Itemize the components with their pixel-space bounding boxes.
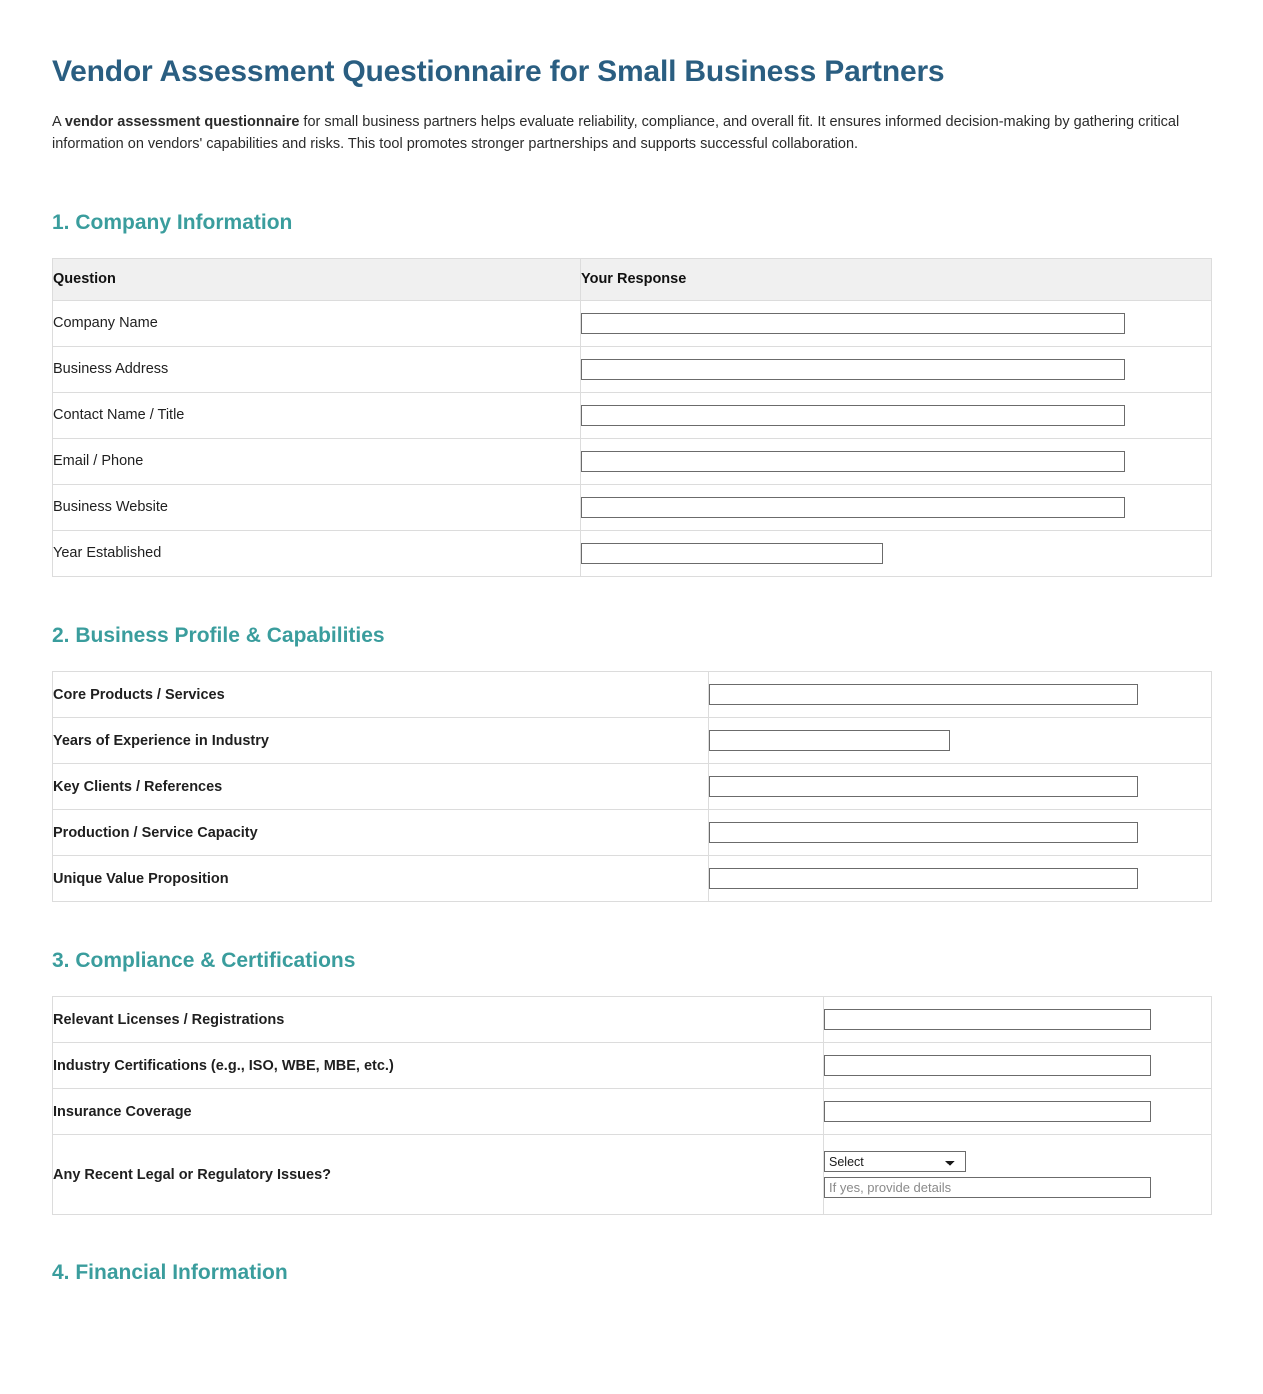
page-title: Vendor Assessment Questionnaire for Small Business Partners <box>52 55 945 88</box>
table-row <box>53 997 1212 1043</box>
year-established-input[interactable] <box>581 543 883 564</box>
response-cell-company-name <box>581 300 1212 346</box>
table-row <box>53 1089 1212 1135</box>
table-row <box>53 1043 1212 1089</box>
response-cell-relevant-licenses <box>824 997 1212 1043</box>
question-label-key-clients-references: Key Clients / References <box>53 764 709 810</box>
table-row <box>53 392 1212 438</box>
response-cell-business-address <box>581 346 1212 392</box>
intro-text-before: A <box>52 114 65 130</box>
table-row <box>53 856 1212 902</box>
unique-value-proposition-input[interactable] <box>709 868 1138 889</box>
table-row <box>53 672 1212 718</box>
response-cell-production-service-capacity <box>709 810 1212 856</box>
response-cell-key-clients-references <box>709 764 1212 810</box>
table-row <box>53 530 1212 576</box>
table-header-row <box>53 258 1212 300</box>
section-heading-3: 3. Compliance & Certifications <box>52 949 356 972</box>
column-header-response: Your Response <box>581 258 1212 300</box>
table-row <box>53 438 1212 484</box>
table-row <box>53 1135 1212 1215</box>
business-website-input[interactable] <box>581 497 1125 518</box>
section-heading-2: 2. Business Profile & Capabilities <box>52 623 385 647</box>
question-label-year-established: Year Established <box>53 530 581 576</box>
section-heading-4: 4. Financial Information <box>52 1261 288 1285</box>
response-cell-recent-legal-issues <box>824 1135 1212 1215</box>
response-cell-business-website <box>581 484 1212 530</box>
question-label-company-name: Company Name <box>53 300 581 346</box>
intro-paragraph <box>52 112 1182 156</box>
relevant-licenses-input[interactable] <box>824 1009 1151 1030</box>
question-label-unique-value-proposition: Unique Value Proposition <box>53 856 709 902</box>
question-label-recent-legal-issues: Any Recent Legal or Regulatory Issues? <box>53 1135 824 1215</box>
question-label-business-address: Business Address <box>53 346 581 392</box>
industry-certifications-input[interactable] <box>824 1055 1151 1076</box>
section-heading-1: 1. Company Information <box>52 210 293 234</box>
response-cell-year-established <box>581 530 1212 576</box>
years-of-experience-input[interactable] <box>709 730 950 751</box>
response-cell-insurance-coverage <box>824 1089 1212 1135</box>
section-business-profile-capabilities <box>52 623 1211 902</box>
section-compliance-certifications <box>52 948 1211 1215</box>
question-label-email-phone: Email / Phone <box>53 438 581 484</box>
response-cell-years-of-experience <box>709 718 1212 764</box>
table-row <box>53 764 1212 810</box>
question-label-industry-certifications: Industry Certifications (e.g., ISO, WBE, MBE, etc.) <box>53 1043 824 1089</box>
intro-text-after: for small business partners helps evaluate reliability, compliance, and overall fit. It ensures informed decision-making by gathering critical information on vendors' capabilities and risks. This tool promotes stronger partnerships and supports successful collaboration. <box>52 114 1180 152</box>
question-label-years-of-experience: Years of Experience in Industry <box>53 718 709 764</box>
compliance-certifications-table <box>52 996 1212 1215</box>
business-profile-table <box>52 671 1212 902</box>
production-service-capacity-input[interactable] <box>709 822 1138 843</box>
table-row <box>53 346 1212 392</box>
table-row <box>53 484 1212 530</box>
table-row <box>53 810 1212 856</box>
intro-text-bold: vendor assessment questionnaire <box>64 114 300 130</box>
recent-legal-issues-select[interactable] <box>824 1151 966 1172</box>
response-cell-core-products-services <box>709 672 1212 718</box>
business-address-input[interactable] <box>581 359 1125 380</box>
table-row <box>53 300 1212 346</box>
response-cell-email-phone <box>581 438 1212 484</box>
email-phone-input[interactable] <box>581 451 1125 472</box>
section-company-information <box>52 210 1211 577</box>
recent-legal-issues-details-input[interactable] <box>824 1177 1151 1198</box>
response-cell-unique-value-proposition <box>709 856 1212 902</box>
question-label-core-products-services: Core Products / Services <box>53 672 709 718</box>
insurance-coverage-input[interactable] <box>824 1101 1151 1122</box>
response-cell-contact-name-title <box>581 392 1212 438</box>
question-label-production-service-capacity: Production / Service Capacity <box>53 810 709 856</box>
question-label-business-website: Business Website <box>53 484 581 530</box>
response-cell-industry-certifications <box>824 1043 1212 1089</box>
company-information-table <box>52 258 1212 577</box>
question-label-insurance-coverage: Insurance Coverage <box>53 1089 824 1135</box>
contact-name-title-input[interactable] <box>581 405 1125 426</box>
company-name-input[interactable] <box>581 313 1125 334</box>
column-header-question: Question <box>53 258 581 300</box>
question-label-relevant-licenses: Relevant Licenses / Registrations <box>53 997 824 1043</box>
core-products-services-input[interactable] <box>709 684 1138 705</box>
table-row <box>53 718 1212 764</box>
key-clients-references-input[interactable] <box>709 776 1138 797</box>
question-label-contact-name-title: Contact Name / Title <box>53 392 581 438</box>
